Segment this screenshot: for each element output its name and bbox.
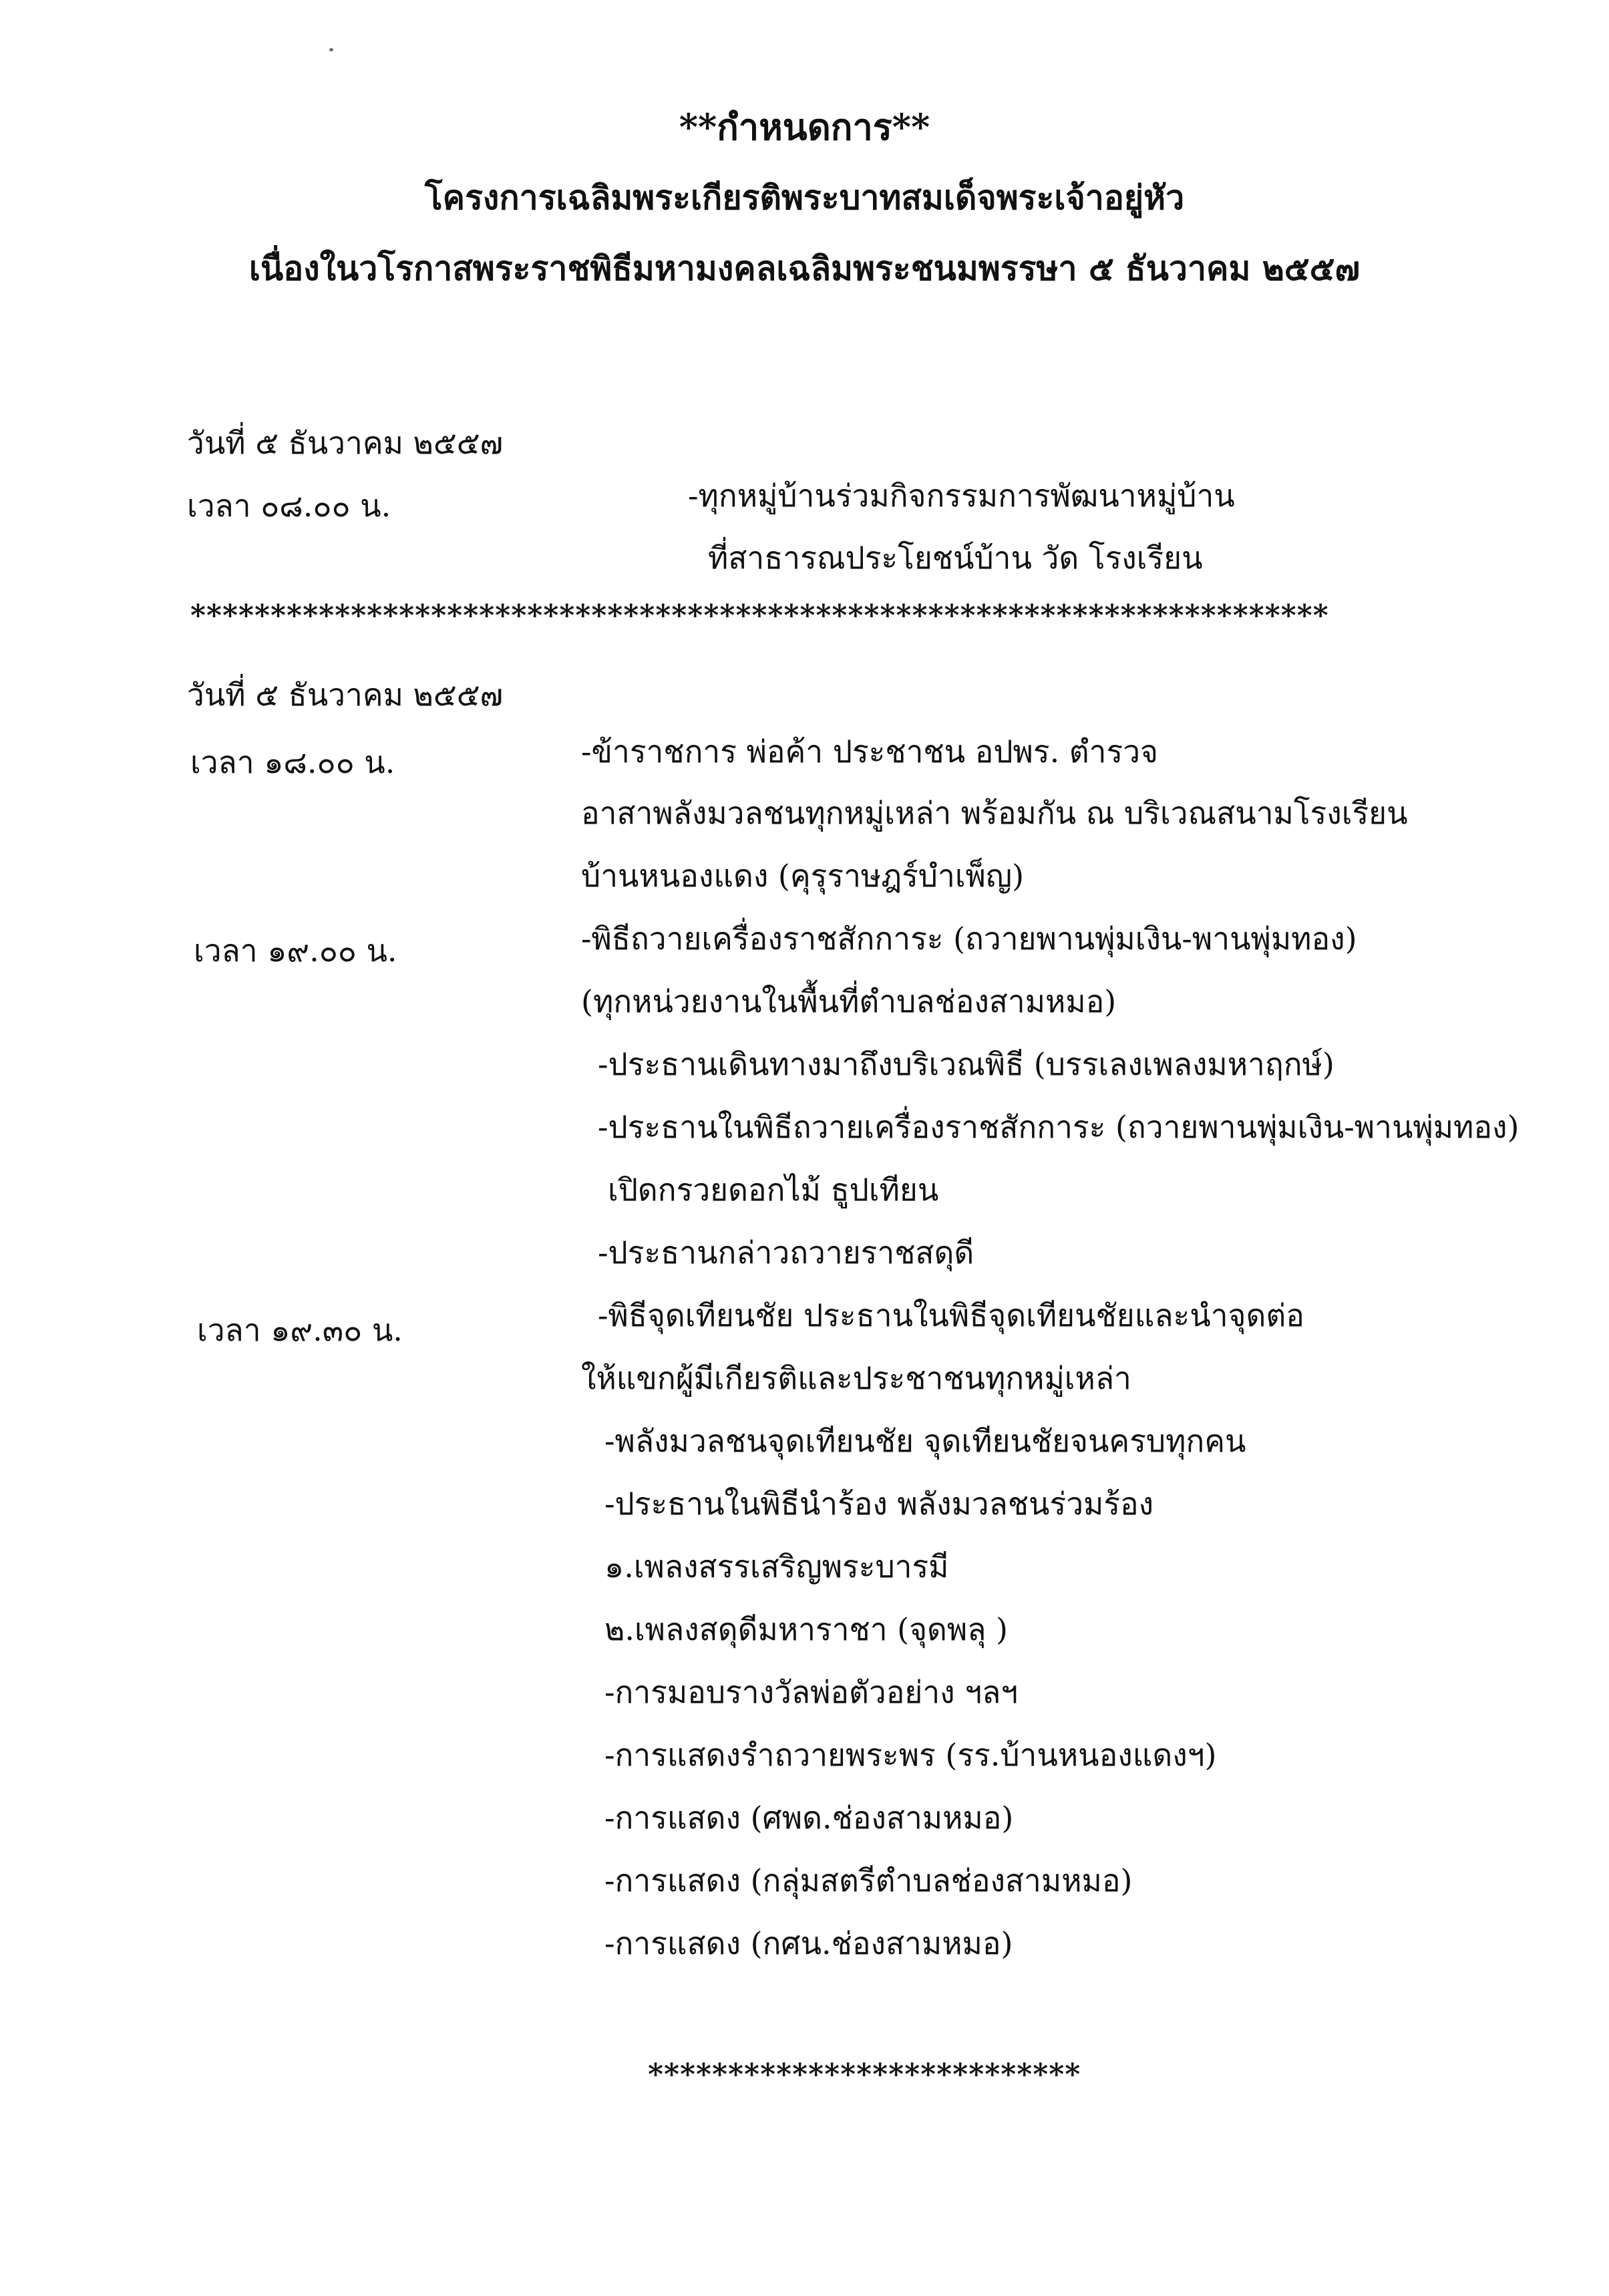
schedule-line: อาสาพลังมวลชนทุกหมู่เหล่า พร้อมกัน ณ บริเวณสนามโรงเรียน — [581, 795, 1408, 831]
section-separator: *********************************************************************** — [190, 599, 1329, 633]
morning-activity-line: ที่สาธารณประโยชน์บ้าน วัด โรงเรียน — [708, 540, 1203, 576]
project-title: โครงการเฉลิมพระเกียรติพระบาทสมเด็จพระเจ้าอยู่หัว — [424, 178, 1185, 217]
schedule-line: -การมอบรางวัลพ่อตัวอย่าง ฯลฯ — [604, 1674, 1019, 1710]
schedule-line: -ประธานเดินทางมาถึงบริเวณพิธี (บรรเลงเพลงมหาฤกษ์) — [598, 1046, 1334, 1082]
scan-speck — [329, 48, 333, 51]
schedule-line: -การแสดง (ศพด.ช่องสามหมอ) — [604, 1800, 1014, 1836]
time-1900: เวลา ๑๙.๐๐ น. — [194, 933, 397, 969]
schedule-line: บ้านหนองแดง (คุรุราษฎร์บำเพ็ญ) — [581, 858, 1025, 894]
schedule-line: เปิดกรวยดอกไม้ ธูปเทียน — [608, 1172, 939, 1208]
schedule-line: -การแสดงรำถวายพระพร (รร.บ้านหนองแดงฯ) — [604, 1737, 1217, 1773]
time-1930: เวลา ๑๙.๓๐ น. — [197, 1312, 403, 1348]
document-title: **กำหนดการ** — [679, 106, 930, 148]
schedule-line: ให้แขกผู้มีเกียรติและประชาชนทุกหมู่เหล่า — [581, 1360, 1131, 1396]
schedule-line: -พลังมวลชนจุดเทียนชัย จุดเทียนชัยจนครบทุกคน — [604, 1423, 1246, 1459]
schedule-line: -การแสดง (กลุ่มสตรีตำบลช่องสามหมอ) — [604, 1862, 1133, 1899]
morning-activity-line: -ทุกหมู่บ้านร่วมกิจกรรมการพัฒนาหมู่บ้าน — [688, 478, 1235, 514]
schedule-line: -การแสดง (กศน.ช่องสามหมอ) — [604, 1925, 1013, 1961]
schedule-line: -ประธานในพิธีถวายเครื่องราชสักการะ (ถวายพานพุ่มเงิน-พานพุ่มทอง) — [598, 1109, 1519, 1145]
schedule-line: -ประธานกล่าวถวายราชสดุดี — [598, 1235, 974, 1271]
occasion-title: เนื่องในวโรกาสพระราชพิธีมหามงคลเฉลิมพระชนมพรรษา ๕ ธันวาคม ๒๕๕๗ — [248, 249, 1361, 288]
schedule-line: -พิธีจุดเทียนชัย ประธานในพิธีจุดเทียนชัยและนำจุดต่อ — [598, 1297, 1304, 1333]
schedule-line: -พิธีถวายเครื่องราชสักการะ (ถวายพานพุ่มเงิน-พานพุ่มทอง) — [581, 921, 1357, 957]
schedule-line: -ข้าราชการ พ่อค้า ประชาชน อปพร. ตำรวจ — [581, 733, 1159, 770]
schedule-line: -ประธานในพิธีนำร้อง พลังมวลชนร่วมร้อง — [604, 1486, 1154, 1522]
schedule-line: ๒.เพลงสดุดีมหาราชา (จุดพลุ ) — [604, 1611, 1008, 1647]
evening-date: วันที่ ๕ ธันวาคม ๒๕๕๗ — [187, 677, 504, 713]
morning-time: เวลา ๐๘.๐๐ น. — [187, 488, 391, 524]
schedule-line: (ทุกหน่วยงานในพื้นที่ตำบลช่องสามหมอ) — [581, 983, 1117, 1019]
footer-separator: *************************** — [648, 2058, 1081, 2092]
time-1800: เวลา ๑๘.๐๐ น. — [190, 744, 395, 780]
schedule-line: ๑.เพลงสรรเสริญพระบารมี — [604, 1548, 949, 1585]
morning-date: วันที่ ๕ ธันวาคม ๒๕๕๗ — [187, 425, 504, 461]
